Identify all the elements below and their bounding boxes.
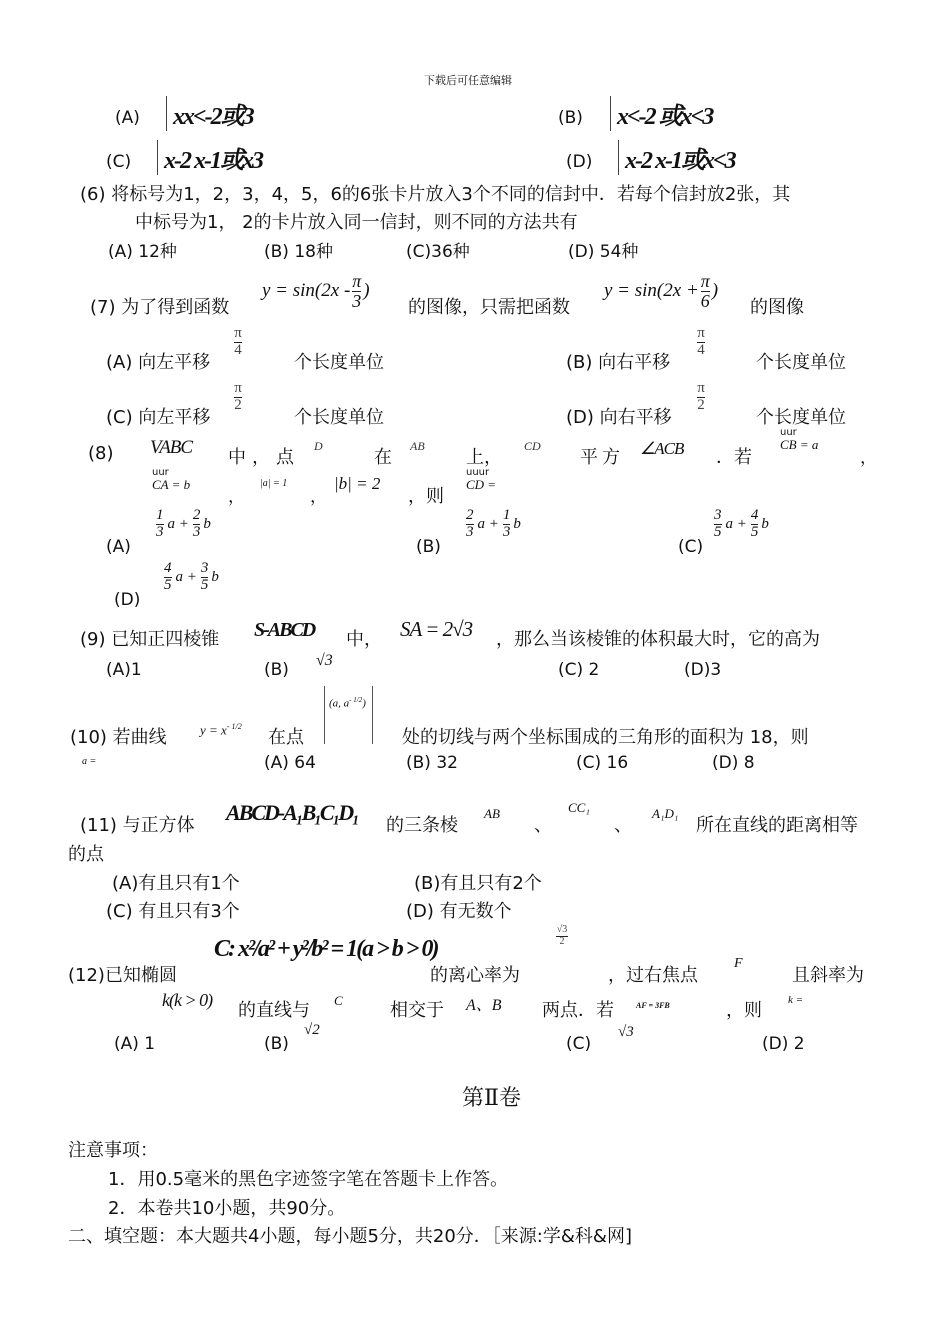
q12-condition: AF = 3FB xyxy=(636,1001,670,1010)
q8-c-var-a: a + xyxy=(725,515,747,532)
q8-c-n2: 4 xyxy=(750,507,759,523)
q12-c-symbol: C xyxy=(334,993,343,1008)
q8-c-d1: 5 xyxy=(714,523,722,540)
q8-label: (8) xyxy=(88,443,114,464)
q9-pyramid: S-ABCD xyxy=(254,619,315,641)
q8-a-d2: 3 xyxy=(192,523,201,540)
q5-option-c-label: (C) xyxy=(106,152,132,172)
q8-vec-ca-text: CA = b xyxy=(152,477,191,492)
q5-option-b-expr: x<-2 或x<3 xyxy=(610,96,712,131)
q11-cube: ABCD-A₁B₁C₁D₁ xyxy=(226,800,358,825)
q5-option-a-expr: xx<-2或3 xyxy=(166,96,253,131)
q8-a-d1: 3 xyxy=(156,523,164,540)
q8-zai: 在 xyxy=(374,447,392,468)
q12-option-b-value: √2 xyxy=(304,1022,320,1038)
q8-option-b-expr xyxy=(466,508,521,541)
q6-option-a: (A) 12种 xyxy=(108,242,177,262)
q7-option-d-den: 2 xyxy=(697,396,705,413)
q8-b-n1: 2 xyxy=(466,507,474,523)
q12-slope: 且斜率为 xyxy=(792,965,864,986)
page-header: 下载后可任意编辑 xyxy=(424,74,512,87)
q11-option-b: (B)有且只有2个 xyxy=(414,873,542,894)
q10-rest: 处的切线与两个坐标围成的三角形的面积为 18，则 xyxy=(402,727,809,748)
q12-option-c-value: √3 xyxy=(618,1024,634,1040)
q12-ecc-num: √3 xyxy=(556,924,568,935)
q6-option-c: (C)36种 xyxy=(406,242,470,262)
q8-d-n1: 4 xyxy=(164,560,172,576)
q12-option-c-label: (C) xyxy=(566,1034,592,1054)
q8-c-d2: 5 xyxy=(750,523,759,540)
part2-note1: 1．用0.5毫米的黑色字迹签字笔在答题卡上作答。 xyxy=(108,1169,509,1190)
q7-option-c-den: 2 xyxy=(234,396,242,413)
q11-line2: 的点 xyxy=(68,844,104,865)
q11-edge-a1d1: A₁D₁ xyxy=(652,806,679,821)
q7-func2-frac xyxy=(701,272,710,311)
q8-d-frac2 xyxy=(201,561,209,594)
q8-a-frac1 xyxy=(156,508,164,541)
q8-vec-cb xyxy=(780,428,818,451)
q8-option-d-label: (D) xyxy=(114,590,141,610)
q8-comma3: ， xyxy=(310,487,327,507)
q7-func1-num: π xyxy=(352,271,362,291)
q10-point-exp: - 1/2 xyxy=(349,696,363,704)
q7-option-c-frac xyxy=(234,381,242,414)
q9-sa: SA = 2√3 xyxy=(400,617,473,641)
q5-option-a-label: (A) xyxy=(115,108,140,128)
q11-dun2: 、 xyxy=(614,815,632,836)
q7-option-c-label: (C) 向左平移 xyxy=(106,407,211,428)
q6-stem-line1: (6) 将标号为1，2，3，4，5，6的6张卡片放入3个不同的信封中．若每个信封放2张，其 xyxy=(80,184,791,205)
q12-intersect: 相交于 xyxy=(390,1000,444,1021)
q7-option-a-num: π xyxy=(234,325,242,341)
q8-shang: 上， xyxy=(466,447,502,468)
q8-d-d1: 5 xyxy=(164,576,172,593)
q5-option-d-expr: x-2 x-1或x<3 xyxy=(618,140,735,175)
q6-option-d: (D) 54种 xyxy=(568,242,639,262)
q7-middle: 的图像，只需把函数 xyxy=(408,297,570,318)
q11-option-d: (D) 有无数个 xyxy=(406,901,512,922)
q10-option-c: (C) 16 xyxy=(576,753,629,773)
q7-option-d-num: π xyxy=(697,380,705,396)
q8-vec-cd-text: CD = xyxy=(466,477,497,492)
q8-a-var-a: a + xyxy=(167,515,189,532)
q8-b-var-a: a + xyxy=(477,515,499,532)
q7-option-c-num: π xyxy=(234,380,242,396)
q8-vec-cd-arrow: uuur xyxy=(466,467,490,478)
part2-section: 二、填空题：本大题共4小题，每小题5分，共20分．［来源:学&科&网] xyxy=(68,1226,632,1247)
q9-option-b-label: (B) xyxy=(264,660,289,680)
q12-ecc-den: 2 xyxy=(559,935,565,947)
q7-option-c-unit: 个长度单位 xyxy=(294,407,384,428)
q9-prefix: (9) 已知正四棱锥 xyxy=(80,629,220,650)
q8-comma1: ， xyxy=(860,448,877,468)
q7-func2-post: ) xyxy=(711,280,719,302)
q8-mod-b: |b| = 2 xyxy=(334,474,381,493)
q12-f: F xyxy=(734,956,743,971)
q5-option-c-expr: x-2 x-1或x3 xyxy=(157,140,262,175)
q12-ellipse: C: x²/a² + y²/b² = 1(a > b > 0) xyxy=(214,936,438,962)
q8-b-frac2 xyxy=(503,508,511,541)
q7-option-a-label: (A) 向左平移 xyxy=(106,352,211,373)
q9-rest: ，那么当该棱锥的体积最大时，它的高为 xyxy=(496,629,820,650)
q7-option-b-num: π xyxy=(697,325,705,341)
q11-edge-ab: AB xyxy=(484,806,500,821)
q8-mod-a: |a| = 1 xyxy=(260,478,288,489)
q8-d-var-b: b xyxy=(211,568,219,585)
q10-curve xyxy=(200,722,242,738)
q8-ruo: ．若 xyxy=(716,447,752,468)
q12-k-eq: k = xyxy=(788,994,804,1006)
q8-d-n2: 3 xyxy=(200,560,209,576)
q8-vec-cd xyxy=(466,468,496,491)
q9-option-c: (C) 2 xyxy=(558,660,600,680)
q7-func1-pre: y = sin(2x - xyxy=(262,280,351,302)
q8-b-d1: 3 xyxy=(466,523,474,540)
q6-option-b: (B) 18种 xyxy=(264,242,333,262)
q11-dun1: 、 xyxy=(534,815,552,836)
q8-option-b-label: (B) xyxy=(416,537,441,557)
q10-zaidian: 在点 xyxy=(268,727,304,748)
q7-option-b-den: 4 xyxy=(697,341,705,358)
q12-option-d: (D) 2 xyxy=(762,1034,805,1054)
q10-option-a: (A) 64 xyxy=(264,753,316,773)
q8-vec-ca xyxy=(152,468,190,491)
q8-d-frac1 xyxy=(164,561,172,594)
q8-a-n1: 1 xyxy=(156,507,164,523)
q12-k: k(k > 0) xyxy=(162,990,213,1010)
q5-option-d-label: (D) xyxy=(566,152,593,172)
q8-a-frac2 xyxy=(193,508,201,541)
q5-option-b-label: (B) xyxy=(558,108,583,128)
part2-title: 第Ⅱ卷 xyxy=(462,1086,521,1111)
q7-option-b-unit: 个长度单位 xyxy=(756,352,846,373)
q11-option-a: (A)有且只有1个 xyxy=(112,873,240,894)
q12-focus: ，过右焦点 xyxy=(608,965,698,986)
q12-ecc-frac xyxy=(556,925,568,947)
q8-d-d2: 5 xyxy=(200,576,209,593)
q9-option-b-value: √3 xyxy=(316,652,333,669)
q7-option-b-label: (B) 向右平移 xyxy=(566,352,671,373)
q6-stem-line2: 中标号为1， 2的卡片放入同一信封，则不同的方法共有 xyxy=(135,212,578,233)
q7-func2-den: 6 xyxy=(700,290,710,311)
q8-point-d: D xyxy=(314,439,323,453)
q7-option-a-frac xyxy=(234,326,242,359)
q8-c-frac1 xyxy=(714,508,722,541)
q8-seg-cd: CD xyxy=(524,439,541,453)
q8-d-var-a: a + xyxy=(175,568,197,585)
q10-option-b: (B) 32 xyxy=(406,753,458,773)
q10-point-close: ) xyxy=(362,697,366,710)
q11-prefix: (11) 与正方体 xyxy=(80,815,195,836)
q12-prefix: (12)已知椭圆 xyxy=(68,965,177,986)
q7-func1-post: ) xyxy=(363,280,370,302)
q8-a-n2: 2 xyxy=(192,507,201,523)
q8-triangle: VABC xyxy=(150,437,193,458)
q9-option-d: (D)3 xyxy=(684,660,722,680)
q8-option-a-label: (A) xyxy=(106,537,131,557)
q8-c-n1: 3 xyxy=(714,507,722,523)
q8-seg-ab: AB xyxy=(410,439,425,453)
q11-edge-cc1: CC₁ xyxy=(568,800,590,815)
q10-option-d: (D) 8 xyxy=(712,753,755,773)
q8-option-d-expr xyxy=(164,561,219,594)
q10-a-eq: a = xyxy=(82,756,97,767)
q7-func2 xyxy=(604,272,718,311)
q12-ecc: 的离心率为 xyxy=(430,965,520,986)
q8-option-c-expr xyxy=(714,508,769,541)
q10-point-base: (a, a xyxy=(329,697,350,710)
q8-vec-cb-arrow: uur xyxy=(780,427,797,438)
q10-prefix: (10) 若曲线 xyxy=(70,727,167,748)
q7-option-d-frac xyxy=(697,381,705,414)
q8-ze: ，则 xyxy=(408,486,444,507)
q12-ze: ，则 xyxy=(726,1000,762,1021)
q8-a-var-b: b xyxy=(203,515,211,532)
q8-c-frac2 xyxy=(751,508,759,541)
q8-b-var-b: b xyxy=(513,515,521,532)
q8-b-d2: 3 xyxy=(502,523,511,540)
q10-curve-base: y = x xyxy=(200,722,227,738)
q10-point xyxy=(324,686,373,744)
q8-option-a-expr xyxy=(156,508,211,541)
q7-option-a-den: 4 xyxy=(234,341,242,358)
q8-zhong: 中，点 xyxy=(228,447,300,468)
q7-option-b-frac xyxy=(697,326,705,359)
q8-c-var-b: b xyxy=(761,515,769,532)
q8-pingfen: 平方 xyxy=(580,447,624,468)
q8-option-c-label: (C) xyxy=(678,537,704,557)
q9-option-a: (A)1 xyxy=(106,660,142,680)
q7-option-d-label: (D) 向右平移 xyxy=(566,407,672,428)
q12-option-a: (A) 1 xyxy=(114,1034,156,1054)
q8-comma2: ， xyxy=(228,487,245,507)
q7-func2-pre: y = sin(2x + xyxy=(604,280,699,302)
q9-zhong: 中， xyxy=(346,629,382,650)
q12-points-ab: A、B xyxy=(466,997,502,1014)
q7-func2-num: π xyxy=(700,271,710,291)
q8-b-n2: 1 xyxy=(502,507,511,523)
q7-option-a-unit: 个长度单位 xyxy=(294,352,384,373)
q8-vec-ca-arrow: uur xyxy=(152,467,169,478)
q8-angle: ∠ACB xyxy=(640,439,684,458)
q7-option-d-unit: 个长度单位 xyxy=(756,407,846,428)
q7-prefix: (7) 为了得到函数 xyxy=(90,297,230,318)
q7-func1 xyxy=(262,272,370,311)
q8-b-frac1 xyxy=(466,508,474,541)
q7-func1-frac xyxy=(352,272,361,311)
q12-line-with: 的直线与 xyxy=(238,1000,310,1021)
q11-option-c: (C) 有且只有3个 xyxy=(106,901,240,922)
q7-suffix: 的图像 xyxy=(750,297,804,318)
q12-two-points: 两点．若 xyxy=(542,1000,614,1021)
part2-notes-title: 注意事项： xyxy=(68,1140,158,1161)
part2-note2: 2．本卷共10小题，共90分。 xyxy=(108,1198,346,1219)
q8-vec-cb-text: CB = a xyxy=(780,437,819,452)
q11-de: 的三条棱 xyxy=(386,815,458,836)
q12-option-b-label: (B) xyxy=(264,1034,289,1054)
q11-rest: 所在直线的距离相等 xyxy=(696,815,858,836)
q7-func1-den: 3 xyxy=(352,290,362,311)
q10-curve-exp: - 1/2 xyxy=(226,722,242,731)
